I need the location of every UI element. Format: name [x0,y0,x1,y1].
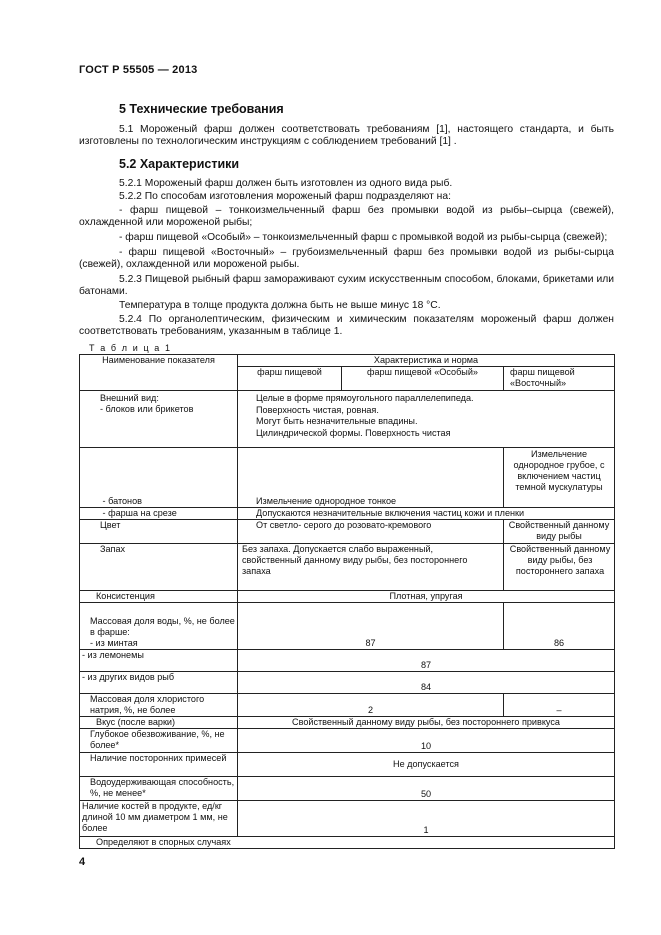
table-1 [79,354,615,849]
row-drugie-name: - из других видов рыб [80,672,238,694]
row-voda-vostochnyy: 86 [504,603,615,650]
row-natriy-name: Массовая доля хлористого натрия, %, не более [80,694,238,717]
section-5-title: 5 Технические требования [119,102,284,116]
row-lemonema-value: 87 [238,650,615,672]
row-zapah-value: Без запаха. Допускается слабо выраженный, свойственный данному виду рыбы, без постороннего запаха [238,544,504,591]
bullet-farsh-vostochnyy: - фарш пищевой «Восточный» – грубоизмельченный фарш без промывки водой из рыбы-сырца (свежей), охлажденной или мороженой рыбы. [79,247,614,270]
row-obezvozhivanie-value: 10 [238,729,615,753]
row-srez-name: - фарша на срезе [80,508,238,520]
row-voda-name: Массовая доля воды, %, не более в фарше: - из минтая [80,603,238,650]
row-voda-value: 87 [238,603,504,650]
row-vneshniy-vid-name: Внешний вид: - блоков или брикетов [80,391,238,448]
paragraph-5-1: 5.1 Мороженый фарш должен соответствовать требованиям [1], настоящего стандарта, и быть изготовлены по технологическим инструкциям с соблюдением требований [1] . [79,124,614,147]
table-caption: Т а б л и ц а 1 [89,343,172,353]
document-header: ГОСТ Р 55505 — 2013 [79,64,198,76]
header-characteristic: Характеристика и норма [238,355,615,367]
row-drugie-value: 84 [238,672,615,694]
section-5-2-title: 5.2 Характеристики [119,157,240,171]
paragraph-5-2-1: 5.2.1 Мороженый фарш должен быть изготовлен из одного вида рыб. [119,178,453,189]
header-col-osobyy: фарш пищевой «Особый» [342,367,504,391]
bullet-farsh-pishchevoy: - фарш пищевой – тонкоизмельченный фарш без промывки водой из рыбы–сырца (свежей), охлажденной или мороженой рыбы; [79,205,614,228]
row-vodouderzh-name: Водоудерживающая способность, %, не менее* [80,777,238,801]
row-zapah-vostochnyy: Свойственный данному виду рыбы, без постороннего запаха [504,544,615,591]
row-batonov-name: - батонов [80,448,238,508]
row-natriy-vostochnyy: – [504,694,615,717]
row-cvet-value: От светло- серого до розовато-кремового [238,520,504,544]
row-srez-value: Допускаются незначительные включения частиц кожи и пленки [238,508,615,520]
header-name: Наименование показателя [80,355,238,391]
paragraph-5-2-2: 5.2.2 По способам изготовления мороженый фарш подразделяют на: [119,191,451,202]
paragraph-temperature: Температура в толще продукта должна быть не выше минус 18 °С. [119,300,441,311]
paragraph-5-2-3: 5.2.3 Пищевой рыбный фарш замораживают сухим искусственным способом, блоками, брикетами или батонами. [79,274,614,297]
section-5-2-body [79,178,614,338]
row-natriy-value: 2 [238,694,504,717]
paragraph-5-2-4: 5.2.4 По органолептическим, физическим и химическим показателям мороженый фарш должен соответствовать требованиям, указанным в таблице 1. [79,314,614,337]
row-vodouderzh-value: 50 [238,777,615,801]
row-konsistenciya-value: Плотная, упругая [238,591,615,603]
row-kosti-name: Наличие костей в продукте, ед/кг длиной 10 мм диаметром 1 мм, не более [80,801,238,837]
bullet-farsh-osobyy: - фарш пищевой «Особый» – тонкоизмельченный фарш с промывкой водой из рыбы-сырца (свежей); [119,232,608,243]
header-col-pishchevoy: фарш пищевой [238,367,342,391]
footnote-spor: Определяют в спорных случаях [80,837,615,849]
row-vneshniy-vid-value: Целые в форме прямоугольного параллелепипеда. Поверхность чистая, ровная. Могут быть незначительные впадины. Цилиндрической формы. Поверхность чистая [238,391,615,448]
row-zapah-name: Запах [80,544,238,591]
row-obezvozhivanie-name: Глубокое обезвоживание, %, не более* [80,729,238,753]
row-primesi-value: Не допускается [238,753,615,777]
row-batonov-value: Измельчение однородное тонкое [238,448,504,508]
row-batonov-vostochnyy: Измельчение однородное грубое, с включением частиц темной мускулатуры [504,448,615,508]
row-primesi-name: Наличие посторонних примесей [80,753,238,777]
page-number: 4 [79,856,86,868]
row-konsistenciya-name: Консистенция [80,591,238,603]
row-kosti-value: 1 [238,801,615,837]
row-vkus-name: Вкус (после варки) [80,717,238,729]
row-cvet-vostochnyy: Свойственный данному виду рыбы [504,520,615,544]
row-cvet-name: Цвет [80,520,238,544]
row-vkus-value: Свойственный данному виду рыбы, без постороннего привкуса [238,717,615,729]
header-col-vostochnyy: фарш пищевой «Восточный» [504,367,615,391]
row-lemonema-name: - из лемонемы [80,650,238,672]
